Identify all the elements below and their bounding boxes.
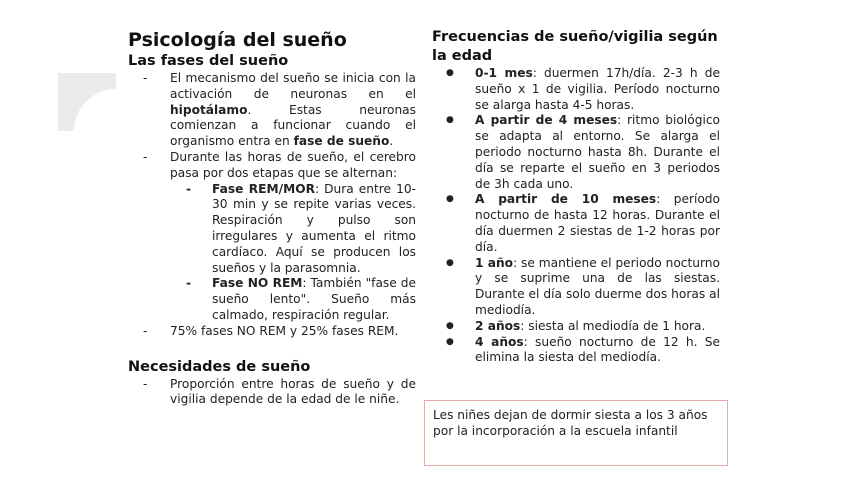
page-title: Psicología del sueño xyxy=(128,29,347,51)
section-heading-phases: Las fases del sueño xyxy=(128,53,289,69)
section-heading-frequencies: Frecuencias de sueño/vigilia según la edad xyxy=(432,29,718,64)
list-item: ● 2 años: siesta al mediodía de 1 hora. xyxy=(432,319,720,335)
note-box xyxy=(424,400,728,466)
list-item: - Durante las horas de sueño, el cerebro pasa por dos etapas que se alternan: - Fase REM/MOR: Dura entre 10-30 min y se repite varias veces. Respiración y pulso son irregulares y aumenta el ritmo cardíaco. Aquí se producen los sueños y la parasomnia. - Fase NO REM: También "fase de sueño lento". Sueño más calmado, respiración regular. xyxy=(128,150,416,324)
needs-list xyxy=(128,377,416,409)
note-text: Les niñes dejan de dormir siesta a los 3 años por la incorporación a la escuela infantil xyxy=(433,408,708,438)
list-item: ● A partir de 10 meses: período nocturno de hasta 12 horas. Durante el día duermen 2 siestas de 1-2 horas por día. xyxy=(432,192,720,255)
decorative-quarter-ring xyxy=(58,73,116,131)
list-item: ● 1 año: se mantiene el periodo nocturno y se suprime una de las siestas. Durante el día solo duerme dos horas al mediodía. xyxy=(432,256,720,319)
list-item: ● 4 años: sueño nocturno de 12 h. Se elimina la siesta del mediodía. xyxy=(432,335,720,367)
list-item: - 75% fases NO REM y 25% fases REM. xyxy=(128,324,416,340)
left-column xyxy=(128,28,416,408)
phases-list xyxy=(128,71,416,340)
right-column xyxy=(432,28,720,366)
list-item: ● 0-1 mes: duermen 17h/día. 2-3 h de sueño x 1 de vigilia. Período nocturno se alarga hasta 4-5 horas. xyxy=(432,66,720,113)
sub-list-item: - Fase NO REM: También "fase de sueño lento". Sueño más calmado, respiración regular. xyxy=(128,276,416,323)
sub-list-item: - Fase REM/MOR: Dura entre 10-30 min y se repite varias veces. Respiración y pulso son irregulares y aumenta el ritmo cardíaco. Aquí se producen los sueños y la parasomnia. xyxy=(128,182,416,277)
frequencies-list xyxy=(432,66,720,366)
phases-sublist xyxy=(170,182,416,324)
list-item: ● A partir de 4 meses: ritmo biológico se adapta al entorno. Se alarga el periodo nocturno hasta 8h. Durante el día se reparte el sueño en 3 periodos de 3h cada uno. xyxy=(432,113,720,192)
section-heading-needs: Necesidades de sueño xyxy=(128,358,311,375)
list-item: - Proporción entre horas de sueño y de vigilia depende de la edad de le niñe. xyxy=(128,377,416,409)
list-item: - El mecanismo del sueño se inicia con la activación de neuronas en el hipotálamo. Estas neuronas comienzan a funcionar cuando el organismo entra en fase de sueño. xyxy=(128,71,416,150)
